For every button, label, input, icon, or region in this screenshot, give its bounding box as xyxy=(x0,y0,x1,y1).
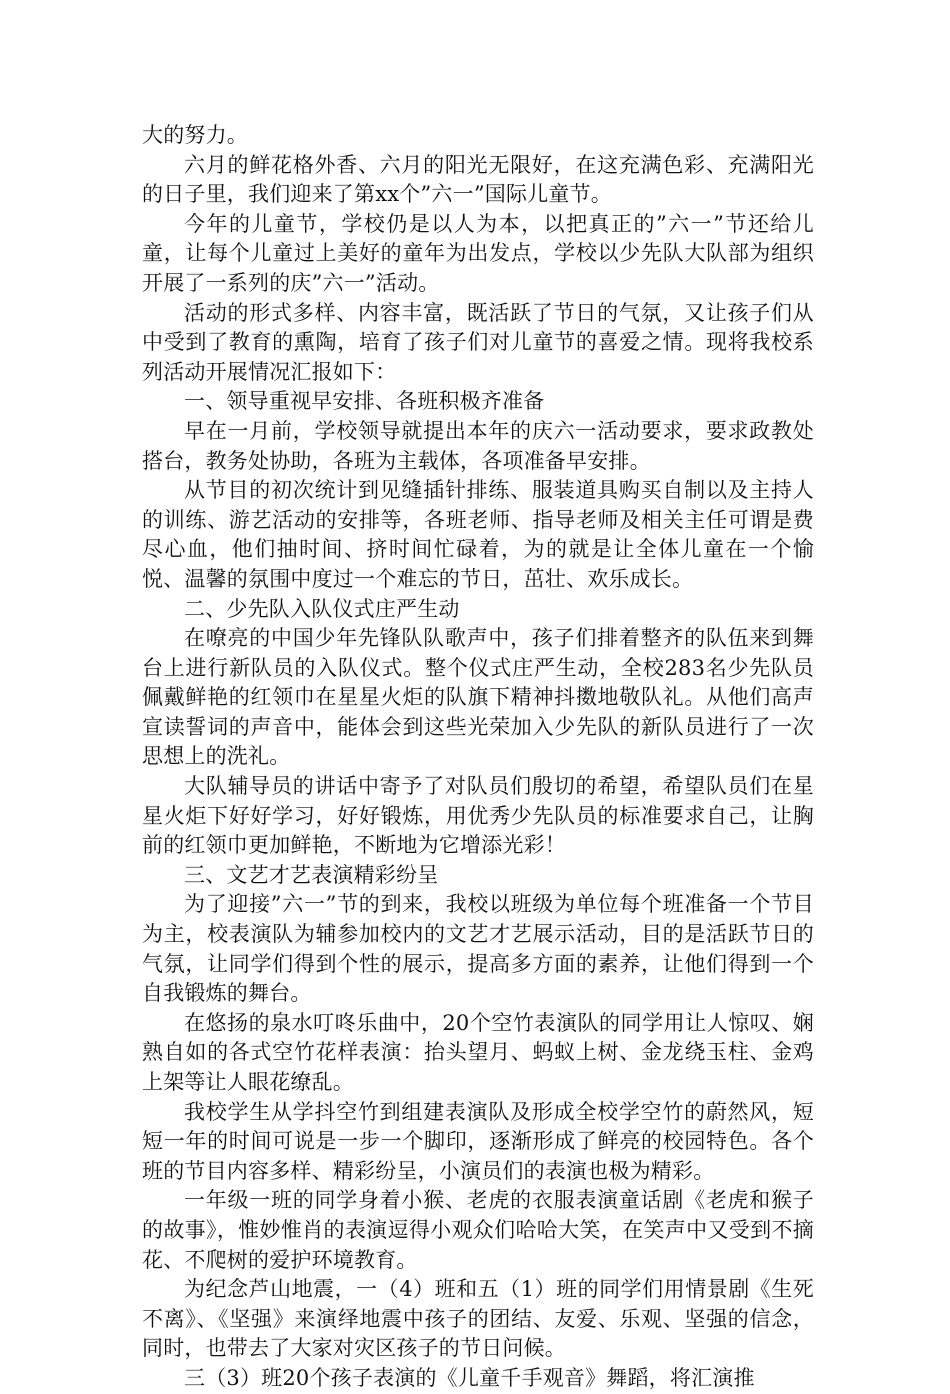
paragraph-13: 我校学生从学抖空竹到组建表演队及形成全校学空竹的蔚然风，短短一年的时间可说是一步一个脚印，逐渐形成了鲜亮的校园特色。各个班的节目内容多样、精彩纷呈，小演员们的表演也极为精彩。 xyxy=(142,1099,814,1183)
paragraph-6: 从节目的初次统计到见缝插针排练、服装道具购买自制以及主持人的训练、游艺活动的安排等，各班老师、指导老师及相关主任可谓是费尽心血，他们抽时间、挤时间忙碌着，为的就是让全体儿童在一个愉悦、温馨的氛围中度过一个难忘的节日，茁壮、欢乐成长。 xyxy=(142,478,814,591)
paragraph-3: 活动的形式多样、内容丰富，既活跃了节日的气氛，又让孩子们从中受到了教育的熏陶，培育了孩子们对儿童节的喜爱之情。现将我校系列活动开展情况汇报如下： xyxy=(142,300,814,384)
paragraph-14: 一年级一班的同学身着小猴、老虎的衣服表演童话剧《老虎和猴子的故事》，惟妙惟肖的表演逗得小观众们哈哈大笑，在笑声中又受到不摘花、不爬树的爱护环境教育。 xyxy=(142,1188,814,1272)
paragraph-12: 在悠扬的泉水叮咚乐曲中，20个空竹表演队的同学用让人惊叹、娴熟自如的各式空竹花样表演：抬头望月、蚂蚁上树、金龙绕玉柱、金鸡上架等让人眼花缭乱。 xyxy=(142,1010,814,1094)
document-body xyxy=(142,121,814,1394)
section-heading-2: 二、少先队入队仪式庄严生动 xyxy=(184,596,460,621)
paragraph-15: 为纪念芦山地震，一（4）班和五（1）班的同学们用情景剧《生死不离》、《坚强》来演绎地震中孩子的团结、友爱、乐观、坚强的信念，同时，也带去了大家对灾区孩子的节日问候。 xyxy=(142,1277,814,1361)
paragraph-8: 在嘹亮的中国少年先锋队队歌声中，孩子们排着整齐的队伍来到舞台上进行新队员的入队仪式。整个仪式庄严生动，全校283名少先队员佩戴鲜艳的红领巾在星星火炬的队旗下精神抖擞地敬队礼。从他们高声宣读誓词的声音中，能体会到这些光荣加入少先队的新队员进行了一次思想上的洗礼。 xyxy=(142,626,814,769)
paragraph-11: 为了迎接”六一”节的到来，我校以班级为单位每个班准备一个节目为主，校表演队为辅参加校内的文艺才艺展示活动，目的是活跃节日的气氛，让同学们得到个性的展示，提高多方面的素养，让他们得到一个自我锻炼的舞台。 xyxy=(142,892,814,1006)
section-heading-3: 三、文艺才艺表演精彩纷呈 xyxy=(184,862,439,887)
section-heading-1: 一、领导重视早安排、各班积极齐准备 xyxy=(184,389,545,414)
paragraph-2: 今年的儿童节，学校仍是以人为本，以把真正的”六一”节还给儿童，让每个儿童过上美好的童年为出发点，学校以少先队大队部为组织开展了一系列的庆”六一”活动。 xyxy=(142,211,814,295)
paragraph-0: 大的努力。 xyxy=(142,123,248,147)
paragraph-5: 早在一月前，学校领导就提出本年的庆六一活动要求，要求政教处搭台，教务处协助，各班为主载体，各项准备早安排。 xyxy=(142,418,814,473)
paragraph-1: 六月的鲜花格外香、六月的阳光无限好，在这充满色彩、充满阳光的日子里，我们迎来了第xx个”六一”国际儿童节。 xyxy=(142,152,814,207)
paragraph-9: 大队辅导员的讲话中寄予了对队员们殷切的希望，希望队员们在星星火炬下好好学习，好好锻炼，用优秀少先队员的标准要求自己，让胸前的红领巾更加鲜艳，不断地为它增添光彩！ xyxy=(142,774,814,858)
paragraph-16: 三（3）班20个孩子表演的《儿童千手观音》舞蹈，将汇演推 xyxy=(184,1365,755,1390)
